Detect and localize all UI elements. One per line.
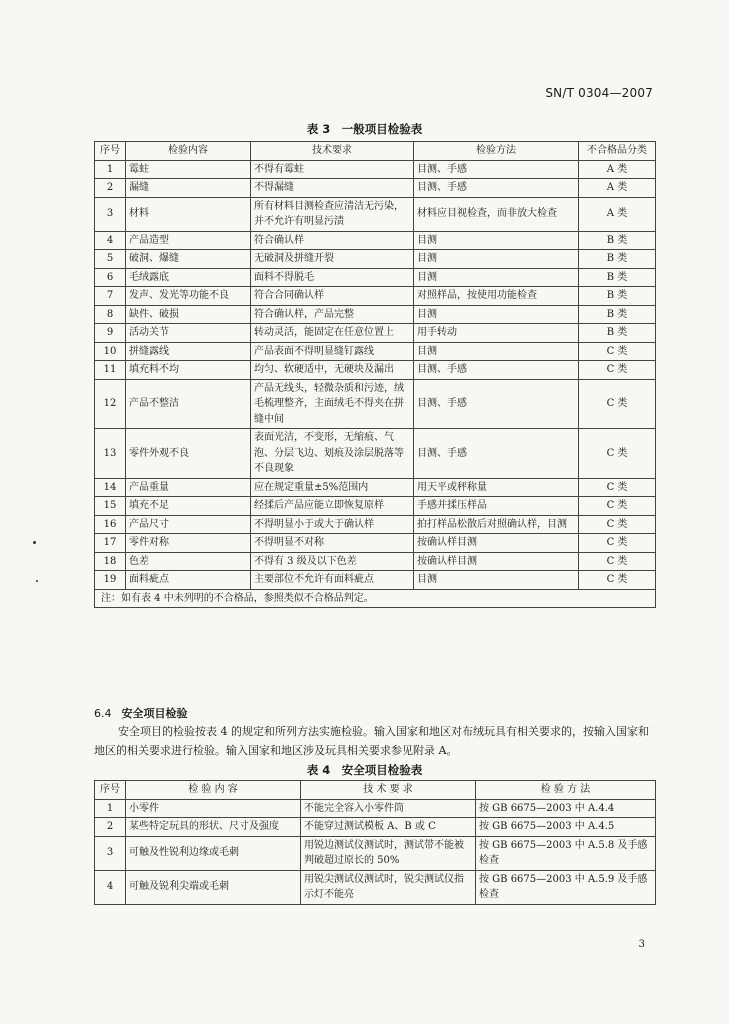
technical-requirement: 符合合同确认样 <box>251 287 414 306</box>
table-header-row <box>95 142 656 161</box>
inspection-method: 目测 <box>414 342 579 361</box>
inspection-item: 霉蛀 <box>126 160 251 179</box>
header-cell: 检 验 内 容 <box>126 781 301 800</box>
inspection-item: 可触及性锐利边缘或毛刺 <box>126 836 301 870</box>
inspection-item: 小零件 <box>126 799 301 818</box>
general-inspection-table <box>94 141 656 608</box>
technical-requirement: 转动灵活，能固定在任意位置上 <box>251 324 414 343</box>
nonconformity-class: C 类 <box>579 515 656 534</box>
inspection-method: 按 GB 6675—2003 中 A.5.9 及手感检查 <box>476 870 656 904</box>
technical-requirement: 产品表面不得明显缝钉露线 <box>251 342 414 361</box>
inspection-method: 目测 <box>414 571 579 590</box>
table-row <box>95 478 656 497</box>
inspection-item: 产品不整洁 <box>126 379 251 429</box>
nonconformity-class: C 类 <box>579 429 656 479</box>
technical-requirement: 应在规定重量±5%范围内 <box>251 478 414 497</box>
inspection-method: 目测、手感 <box>414 179 579 198</box>
inspection-item: 缺件、破损 <box>126 305 251 324</box>
nonconformity-class: C 类 <box>579 534 656 553</box>
table-note-row <box>95 589 656 608</box>
table4-caption: 表 4 安全项目检验表 <box>306 763 423 777</box>
inspection-method: 按 GB 6675—2003 中 A.5.8 及手感检查 <box>476 836 656 870</box>
inspection-item: 零件外观不良 <box>126 429 251 479</box>
table-row <box>95 552 656 571</box>
technical-requirement: 不得有 3 级及以下色差 <box>251 552 414 571</box>
standard-code: SN/T 0304—2007 <box>545 86 653 100</box>
technical-requirement: 均匀、软硬适中，无硬块及漏出 <box>251 361 414 380</box>
inspection-method: 用手转动 <box>414 324 579 343</box>
inspection-method: 按 GB 6675—2003 中 A.4.5 <box>476 818 656 837</box>
row-number: 2 <box>95 179 126 198</box>
table-row <box>95 305 656 324</box>
inspection-method: 目测 <box>414 250 579 269</box>
inspection-item: 产品尺寸 <box>126 515 251 534</box>
scan-speck <box>36 580 38 582</box>
inspection-method: 对照样品，按使用功能检查 <box>414 287 579 306</box>
technical-requirement: 主要部位不允许有面料疵点 <box>251 571 414 590</box>
row-number: 2 <box>95 818 126 837</box>
nonconformity-class: B 类 <box>579 305 656 324</box>
table-row <box>95 836 656 870</box>
inspection-item: 色差 <box>126 552 251 571</box>
row-number: 1 <box>95 799 126 818</box>
nonconformity-class: B 类 <box>579 250 656 269</box>
table-row <box>95 231 656 250</box>
row-number: 16 <box>95 515 126 534</box>
table-row <box>95 324 656 343</box>
inspection-item: 产品重量 <box>126 478 251 497</box>
inspection-method: 目测、手感 <box>414 160 579 179</box>
table-row <box>95 197 656 231</box>
header-cell: 技术要求 <box>251 142 414 161</box>
inspection-method: 按确认样目测 <box>414 534 579 553</box>
inspection-method: 目测 <box>414 268 579 287</box>
section-number: 6.4 <box>94 707 112 720</box>
table-row <box>95 870 656 904</box>
inspection-method: 按 GB 6675—2003 中 A.4.4 <box>476 799 656 818</box>
row-number: 19 <box>95 571 126 590</box>
safety-inspection-table <box>94 780 656 905</box>
row-number: 18 <box>95 552 126 571</box>
technical-requirement: 用锐尖测试仪测试时，锐尖测试仪指示灯不能亮 <box>301 870 476 904</box>
inspection-item: 毛绒露底 <box>126 268 251 287</box>
table-row <box>95 361 656 380</box>
row-number: 3 <box>95 197 126 231</box>
row-number: 3 <box>95 836 126 870</box>
inspection-item: 零件对称 <box>126 534 251 553</box>
table-row <box>95 287 656 306</box>
inspection-item: 拼缝露线 <box>126 342 251 361</box>
nonconformity-class: C 类 <box>579 552 656 571</box>
nonconformity-class: A 类 <box>579 160 656 179</box>
nonconformity-class: A 类 <box>579 197 656 231</box>
row-number: 14 <box>95 478 126 497</box>
technical-requirement: 不能穿过测试模板 A、B 或 C <box>301 818 476 837</box>
inspection-method: 材料应目视检查，而非放大检查 <box>414 197 579 231</box>
inspection-method: 手感并揉压样品 <box>414 497 579 516</box>
inspection-item: 漏缝 <box>126 179 251 198</box>
technical-requirement: 经揉后产品应能立即恢复原样 <box>251 497 414 516</box>
row-number: 8 <box>95 305 126 324</box>
nonconformity-class: B 类 <box>579 231 656 250</box>
section-heading <box>94 705 188 721</box>
header-cell: 检 验 方 法 <box>476 781 656 800</box>
nonconformity-class: B 类 <box>579 268 656 287</box>
nonconformity-class: C 类 <box>579 379 656 429</box>
table-row <box>95 160 656 179</box>
row-number: 15 <box>95 497 126 516</box>
inspection-item: 产品造型 <box>126 231 251 250</box>
row-number: 11 <box>95 361 126 380</box>
nonconformity-class: A 类 <box>579 179 656 198</box>
row-number: 12 <box>95 379 126 429</box>
inspection-method: 拍打样品松散后对照确认样，目测 <box>414 515 579 534</box>
inspection-item: 填充料不均 <box>126 361 251 380</box>
technical-requirement: 不得有霉蛀 <box>251 160 414 179</box>
page-number: 3 <box>638 939 645 950</box>
table3-caption: 表 3 一般项目检验表 <box>306 122 423 136</box>
technical-requirement: 面料不得脱毛 <box>251 268 414 287</box>
nonconformity-class: C 类 <box>579 342 656 361</box>
row-number: 6 <box>95 268 126 287</box>
table-row <box>95 268 656 287</box>
table-row <box>95 179 656 198</box>
table-note: 注：如有表 4 中未列明的不合格品，参照类似不合格品判定。 <box>95 589 656 608</box>
inspection-item: 破洞、爆缝 <box>126 250 251 269</box>
technical-requirement: 符合确认样，产品完整 <box>251 305 414 324</box>
nonconformity-class: C 类 <box>579 571 656 590</box>
row-number: 13 <box>95 429 126 479</box>
technical-requirement: 符合确认样 <box>251 231 414 250</box>
nonconformity-class: C 类 <box>579 478 656 497</box>
inspection-method: 用天平或秤称量 <box>414 478 579 497</box>
row-number: 4 <box>95 870 126 904</box>
technical-requirement: 所有材料目测检查应清洁无污染，并不允许有明显污渍 <box>251 197 414 231</box>
inspection-method: 目测 <box>414 305 579 324</box>
inspection-item: 发声、发光等功能不良 <box>126 287 251 306</box>
section-title: 安全项目检验 <box>121 707 188 720</box>
header-cell: 不合格品分类 <box>579 142 656 161</box>
row-number: 1 <box>95 160 126 179</box>
scan-speck <box>33 541 36 544</box>
table-row <box>95 497 656 516</box>
nonconformity-class: B 类 <box>579 287 656 306</box>
header-cell: 技 术 要 求 <box>301 781 476 800</box>
table-row <box>95 250 656 269</box>
row-number: 10 <box>95 342 126 361</box>
technical-requirement: 无破洞及拼缝开裂 <box>251 250 414 269</box>
nonconformity-class: C 类 <box>579 497 656 516</box>
technical-requirement: 不能完全容入小零件筒 <box>301 799 476 818</box>
row-number: 7 <box>95 287 126 306</box>
nonconformity-class: C 类 <box>579 361 656 380</box>
table-row <box>95 571 656 590</box>
table-row <box>95 429 656 479</box>
inspection-method: 目测、手感 <box>414 379 579 429</box>
technical-requirement: 产品无线头，轻微杂质和污迹，绒毛梳理整齐，主面绒毛不得夹在拼缝中间 <box>251 379 414 429</box>
technical-requirement: 不得漏缝 <box>251 179 414 198</box>
table-row <box>95 534 656 553</box>
technical-requirement: 表面光洁，不变形，无缩痕、气泡、分层飞边、划痕及涂层脱落等不良现象 <box>251 429 414 479</box>
inspection-item: 材料 <box>126 197 251 231</box>
row-number: 17 <box>95 534 126 553</box>
table-row <box>95 818 656 837</box>
header-cell: 序号 <box>95 142 126 161</box>
inspection-item: 面料疵点 <box>126 571 251 590</box>
table-header-row <box>95 781 656 800</box>
inspection-method: 目测 <box>414 231 579 250</box>
header-cell: 检验内容 <box>126 142 251 161</box>
row-number: 4 <box>95 231 126 250</box>
inspection-method: 目测、手感 <box>414 429 579 479</box>
inspection-method: 按确认样目测 <box>414 552 579 571</box>
table-row <box>95 515 656 534</box>
technical-requirement: 用锐边测试仪测试时，测试带不能被判破超过原长的 50% <box>301 836 476 870</box>
inspection-method: 目测、手感 <box>414 361 579 380</box>
technical-requirement: 不得明显不对称 <box>251 534 414 553</box>
inspection-item: 填充不足 <box>126 497 251 516</box>
table-row <box>95 799 656 818</box>
section-paragraph: 安全项目的检验按表 4 的规定和所列方法实施检验。输入国家和地区对布绒玩具有相关要求的，按输入国家和地区的相关要求进行检验。输入国家和地区涉及玩具相关要求参见附录 A。 <box>94 725 649 758</box>
inspection-item: 可触及锐利尖端或毛刺 <box>126 870 301 904</box>
table-row <box>95 379 656 429</box>
inspection-item: 活动关节 <box>126 324 251 343</box>
row-number: 5 <box>95 250 126 269</box>
header-cell: 检验方法 <box>414 142 579 161</box>
row-number: 9 <box>95 324 126 343</box>
inspection-item: 某些特定玩具的形状、尺寸及强度 <box>126 818 301 837</box>
technical-requirement: 不得明显小于或大于确认样 <box>251 515 414 534</box>
table-row <box>95 342 656 361</box>
header-cell: 序号 <box>95 781 126 800</box>
nonconformity-class: B 类 <box>579 324 656 343</box>
